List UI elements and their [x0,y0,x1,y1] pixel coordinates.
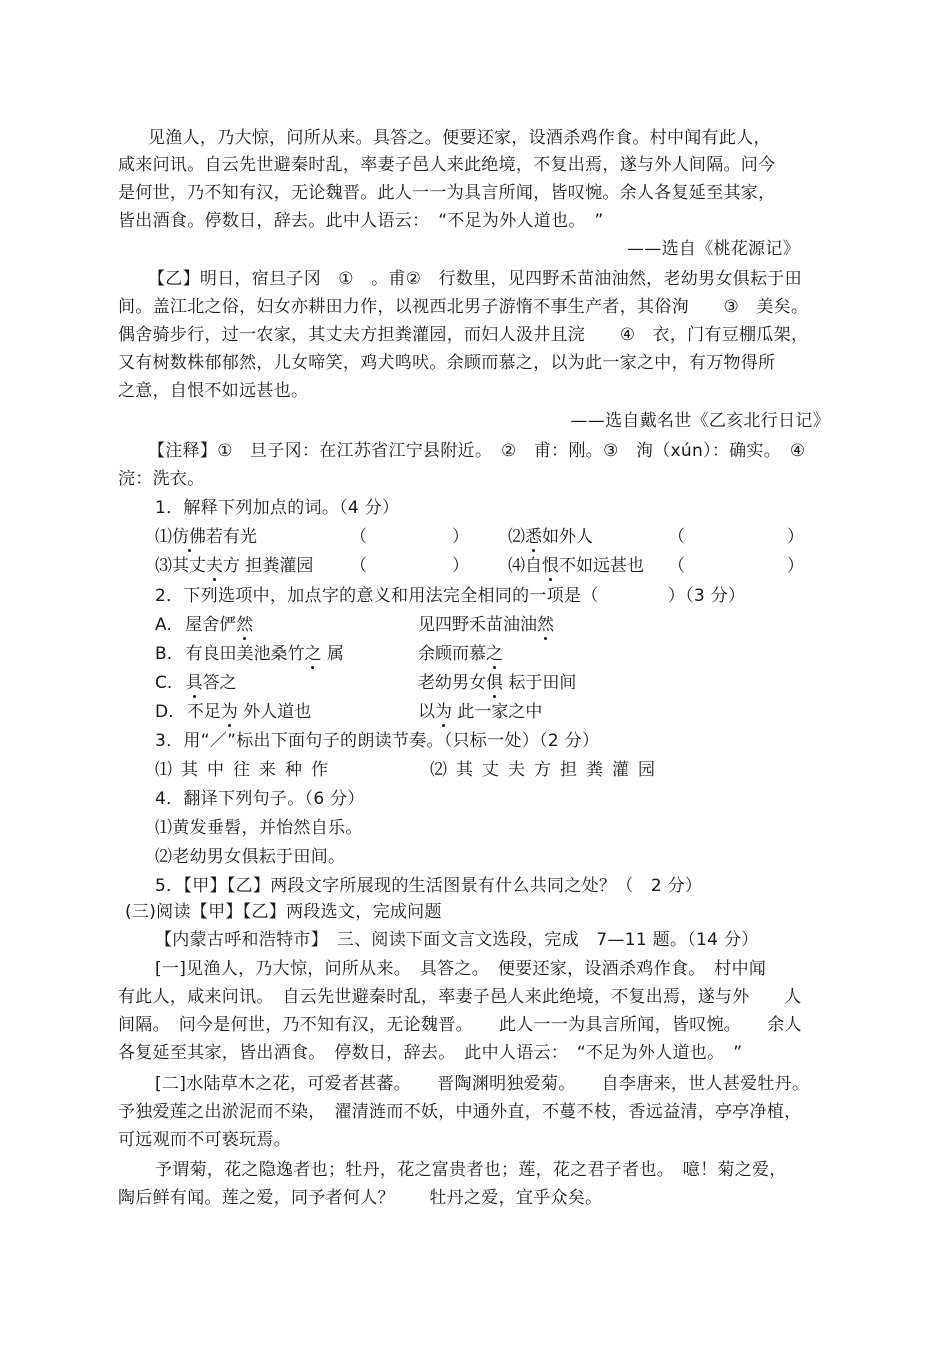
notes-line-1: 【注释】① 旦子冈：在江苏省江宁县附近。 ② 甫：刚。③ 洵（xún）：确实。 ④ [148,441,806,461]
q2-option-d-right-pre: 以 [418,702,435,722]
yi-source: ——选自戴名世《乙亥北行日记》 [570,411,830,431]
jia-source: ——选自《桃花源记》 [627,239,800,259]
q5-stem: 5．【甲】【乙】两段文字所展现的生活图景有什么共同之处？（ 2 分） [155,876,703,896]
q2-option-c-right-pre: 老幼男女 [418,673,486,693]
q4-item-1: ⑴黄发垂髫，并怡然自乐。 [155,818,363,838]
q1-item-4-num: ⑷自 [508,556,542,576]
q1-item-3 [155,555,313,577]
q3-sentence-1[interactable]: ⑴其中往来种作 [155,760,337,780]
q2-option-d-right-post: 此一家之中 [452,702,543,722]
q2-option-b-left-dot: 之 [304,644,322,664]
q1-stem: 1．解释下列加点的词。（4 分） [155,498,400,518]
q1-item-1-dotted: 仿佛 [172,527,206,547]
q1-item-1 [155,526,257,548]
q2-option-b[interactable] [155,643,344,665]
q2-option-a-right-pre: 见四野禾苗油油 [418,615,537,635]
q2-option-b-right-dot: 之 [486,644,503,664]
q2-option-b-right-pre: 余顾而慕 [418,644,486,664]
inner-mongolia-title: 【内蒙古呼和浩特市】 三、阅读下面文言文选段，完成 7—11 题。（14 分） [155,930,759,950]
section3-title: (三)阅读【甲】【乙】两段选文，完成问题 [125,902,442,922]
q2-option-c-label: C. [155,673,173,693]
q1-item-3-text: 担粪灌园 [240,556,314,576]
q1-item-3-dotted: 丈夫方 [189,556,240,576]
passage-two-line-2: 予独爱莲之出淤泥而不染， 濯清涟而不妖，中通外直，不蔓不枝，香远益清，亭亭净植， [118,1102,802,1122]
q2-option-b-label: B. [155,644,173,664]
jia-line-4: 皆出酒食。停数日，辞去。此中人语云： “不足为外人道也。 ” [118,211,604,231]
yi-line-5: 之意，自恨不如远甚也。 [118,381,309,401]
jia-line-1: 见渔人，乃大惊，问所从来。具答之。便要还家，设酒杀鸡作食。村中闻有此人， [148,128,771,148]
q1-item-2-text: 如外人 [542,527,593,547]
q2-option-c-right [418,672,576,694]
jia-line-2: 咸来问讯。自云先世避秦时乱，率妻子邑人来此绝境，不复出焉，遂与外人间隔。问今 [118,155,776,175]
yi-line-2: 间。盖江北之俗，妇女亦耕田力作，以视西北男子游惰不事生产者，其俗洵 ③ 美矣。 [118,297,809,317]
passage-two-line-1: [二]水陆草木之花，可爱者甚蕃。 晋陶渊明独爱菊。 自李唐来，世人甚爱牡丹。 [155,1074,810,1094]
q2-option-b-left-pre: 有良田美池桑竹 [185,644,305,664]
q1-item-2 [508,526,593,548]
q4-item-2: ⑵老幼男女俱耘于田间。 [155,847,346,867]
q2-option-d-left-post: 外人道也 [237,702,312,722]
q1-item-3-num: ⑶其 [155,556,189,576]
q2-option-d[interactable] [155,701,311,723]
q1-item-4-text: 不如远甚也 [559,556,644,576]
passage-one-line-2: 有此人，咸来问讯。 自云先世避秦时乱，率妻子邑人来此绝境，不复出焉，遂与外 人 [118,987,802,1007]
q2-option-d-label: D. [155,702,174,722]
q2-option-d-left-pre: 不足 [186,702,221,722]
q1-item-2-num: ⑵ [508,527,525,547]
q1-item-1-num: ⑴ [155,527,172,547]
q2-option-a-left-dot: 然 [236,615,254,635]
q1-item-1-answer[interactable]: （ ） [350,527,469,547]
q1-item-4 [508,555,644,577]
passage-one-line-3: 间隔。 问今是何世，乃不知有汉，无论魏晋。 此人一一为具言所闻，皆叹惋。 余人 [118,1015,802,1035]
q2-option-b-left-post: 属 [321,644,344,664]
q1-item-3-answer[interactable]: （ ） [350,556,469,576]
q2-option-a-left-pre: 屋舍俨 [185,615,237,635]
q2-option-c-left-dot: 具 [185,673,203,693]
q2-option-d-right-dot: 为 [435,702,452,722]
q2-option-a-right [418,614,554,636]
q2-option-a-right-dot: 然 [537,615,554,635]
yi-line-3: 偶舍骑步行，过一农家，其丈夫方担粪灌园，而妇人汲井且浣 ④ 衣，门有豆棚瓜架， [118,325,809,345]
q2-option-c-right-post: 耘于田间 [503,673,577,693]
q2-option-c-right-dot: 俱 [486,673,503,693]
q3-sentence-2[interactable]: ⑵其丈夫方担粪灌园 [430,760,664,780]
q1-item-1-text: 若有光 [206,527,257,547]
yi-line-1: 【乙】明日，宿旦子冈 ① 。甫② 行数里，见四野禾苗油油然，老幼男女俱耘于田 [148,269,802,289]
q2-stem: 2．下列选项中，加点字的意义和用法完全相同的一项是（ ）（3 分） [155,586,746,606]
passage-two-line-4: 予谓菊，花之隐逸者也；牡丹，花之富贵者也；莲，花之君子者也。 噫！菊之爱， [155,1160,787,1180]
q2-option-c-left-post: 答之 [202,673,237,693]
passage-one-line-4: 各复延至其家，皆出酒食。 停数日，辞去。 此中人语云： “不足为外人道也。 ” [118,1043,743,1063]
q1-item-4-dotted: 恨 [542,556,559,576]
q1-item-4-answer[interactable]: （ ） [668,556,804,576]
q2-option-b-right [418,643,503,665]
q2-option-d-left-dot: 为 [220,702,238,722]
q2-option-a[interactable] [155,614,253,636]
notes-line-2: 浣：洗衣。 [118,469,205,489]
passage-two-line-3: 可远观而不可亵玩焉。 [118,1130,291,1150]
passage-two-line-5: 陶后鲜有闻。莲之爱，同予者何人？ 牡丹之爱，宜乎众矣。 [118,1188,603,1208]
yi-line-4: 又有树数株郁郁然，儿女啼笑，鸡犬鸣吠。余顾而慕之，以为此一家之中，有万物得所 [118,353,776,373]
q3-stem: 3．用“／”标出下面句子的朗读节奏。（只标一处）（2 分） [155,731,600,751]
q2-option-a-label: A. [155,615,172,635]
q2-option-c[interactable] [155,672,237,694]
passage-one-line-1: [一]见渔人，乃大惊，问所从来。 具答之。 便要还家，设酒杀鸡作食。 村中闻 [155,959,767,979]
q1-item-2-dotted: 悉 [525,527,542,547]
jia-line-3: 是何世，乃不知有汉，无论魏晋。此人一一为具言所闻，皆叹惋。余人各复延至其家， [118,183,776,203]
q4-stem: 4．翻译下列句子。（6 分） [155,789,365,809]
q2-option-d-right [418,701,542,723]
q1-item-2-answer[interactable]: （ ） [668,527,804,547]
